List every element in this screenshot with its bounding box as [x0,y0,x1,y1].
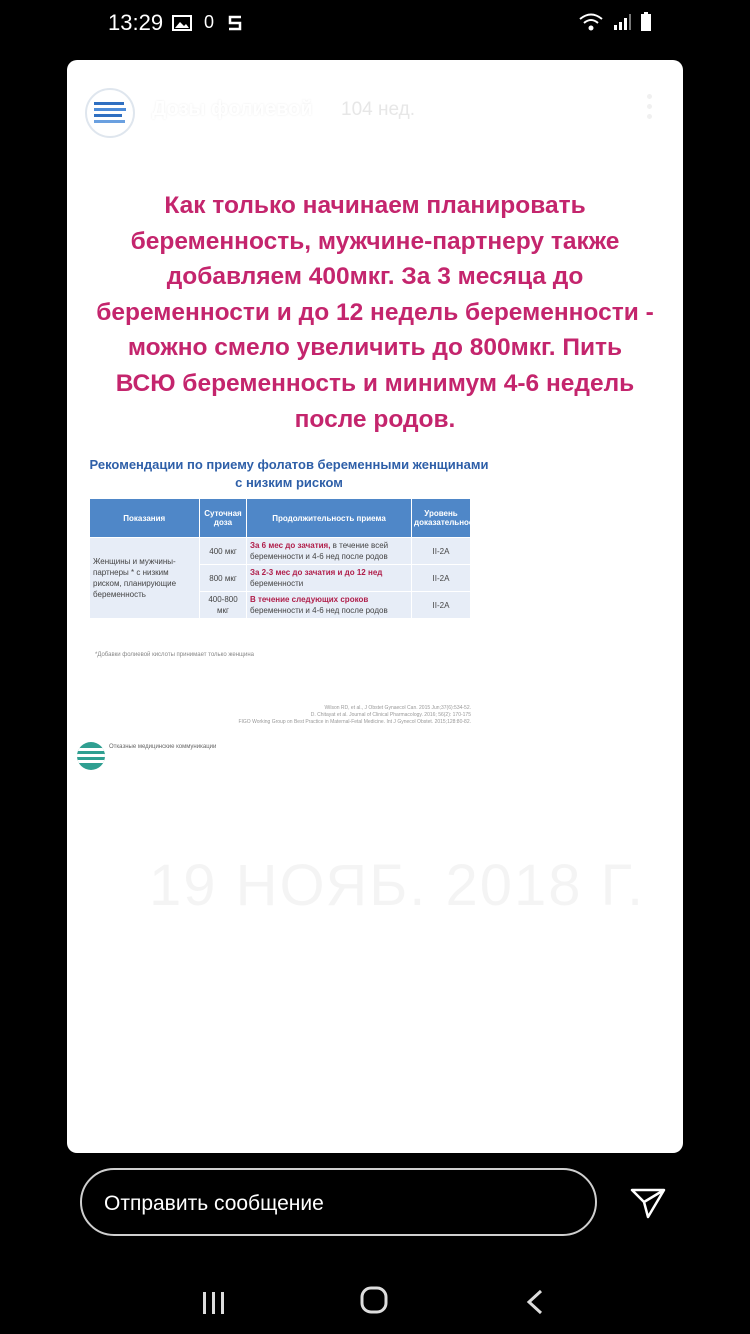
battery-icon [640,12,652,32]
reference-line: Wilson RD, et al., J Obstet Gynaecol Can. 2015 Jun;37(6):534-52. [324,705,471,711]
progress-segment [196,70,232,73]
message-input[interactable] [80,1168,597,1236]
home-icon[interactable] [359,1285,389,1315]
status-right-icons [578,12,652,32]
reference-line: D. Chitayat et al. Journal of Clinical Pharmacology. 2016; 56(2): 170-175 [310,712,471,718]
story-header [67,88,683,148]
duration-rest: в течение всей беременности и 4-6 нед после родов [250,541,389,561]
table-header: Показания [90,499,200,538]
table-header: Суточная доза [200,499,247,538]
status-time: 13:29 [108,10,164,35]
wifi-icon [578,12,604,32]
story-time-ago: 104 нед. [341,99,415,120]
progress-segment [317,70,353,73]
progress-segment [478,70,514,73]
duration-highlight: В течение следующих сроков [250,595,369,604]
progress-segment [598,70,634,73]
progress-segment [276,70,312,73]
table-header: Уровень доказательности [412,499,471,538]
table-dose-cell: 400-800 мкг [200,592,247,619]
progress-segment [639,70,675,73]
progress-segment [115,70,151,73]
progress-segment [357,70,393,73]
slide-title: Рекомендации по приему фолатов беременными женщинами с низким риском [89,457,489,490]
duration-rest: беременности и 4-6 нед после родов [250,606,388,615]
message-input-placeholder: Отправить сообщение [104,1192,324,1215]
avatar[interactable] [85,88,135,138]
progress-segment [558,70,594,73]
progress-segment [437,70,473,73]
table-indication-cell: Женщины и мужчины-партнеры * с низким риском, планирующие беременность [90,538,200,619]
duration-highlight: За 6 мес до зачатия, [250,541,331,550]
back-icon[interactable] [521,1287,549,1317]
more-options-icon[interactable] [647,94,653,124]
story-headline: Как только начинаем планировать беременность, мужчине-партнеру также добавляем 400мкг. За 3 месяца до беременности и до 12 недель беременности - можно смело увеличить до 800мкг. Пить ВСЮ беременность и минимум 4-6 недель после родов. [96,192,654,433]
send-icon[interactable] [628,1186,668,1220]
status-bar [0,0,750,50]
table-dose-cell: 400 мкг [200,538,247,565]
progress-segment [236,70,272,73]
table-level-cell: II-2A [412,538,471,565]
story-progress [75,70,675,73]
recents-icon[interactable] [199,1288,229,1318]
table-duration-cell [247,565,412,592]
duration-rest: беременности [250,579,304,588]
progress-segment [518,70,554,73]
zero-degrees-text: 0 [204,12,215,32]
story-username[interactable]: Дозы фолиевой [152,98,313,120]
recommendation-table [89,499,483,619]
org-name: Отказные медицинские коммуникации [109,744,217,750]
table-level-cell: II-2A [412,592,471,619]
table-duration-cell [247,592,412,619]
table-level-cell: II-2A [412,565,471,592]
story-card[interactable] [67,60,683,1153]
status-left-icons [172,12,244,33]
progress-segment [75,70,111,73]
date-watermark [149,852,645,919]
table-duration-cell [247,538,412,565]
table-dose-cell: 800 мкг [200,565,247,592]
table-row [90,538,471,565]
duration-highlight: За 2-3 мес до зачатия и до 12 нед [250,568,383,577]
s-app-icon [226,13,244,33]
nav-bar [0,1270,750,1334]
signal-icon [612,13,632,31]
progress-segment [397,70,433,73]
gallery-icon [172,14,192,32]
table-header-row [90,499,471,538]
slide-footnote: *Добавки фолиевой кислоты принимает только женщина [95,652,254,658]
org-logo-icon [77,742,105,770]
progress-segment [156,70,192,73]
reference-line: FIGO Working Group on Best Practice in Maternal-Fetal Medicine. Int J Gynecol Obstet. 2015;128:80-82. [238,719,471,725]
slide-references [238,705,471,726]
table-header: Продолжительность приема [247,499,412,538]
